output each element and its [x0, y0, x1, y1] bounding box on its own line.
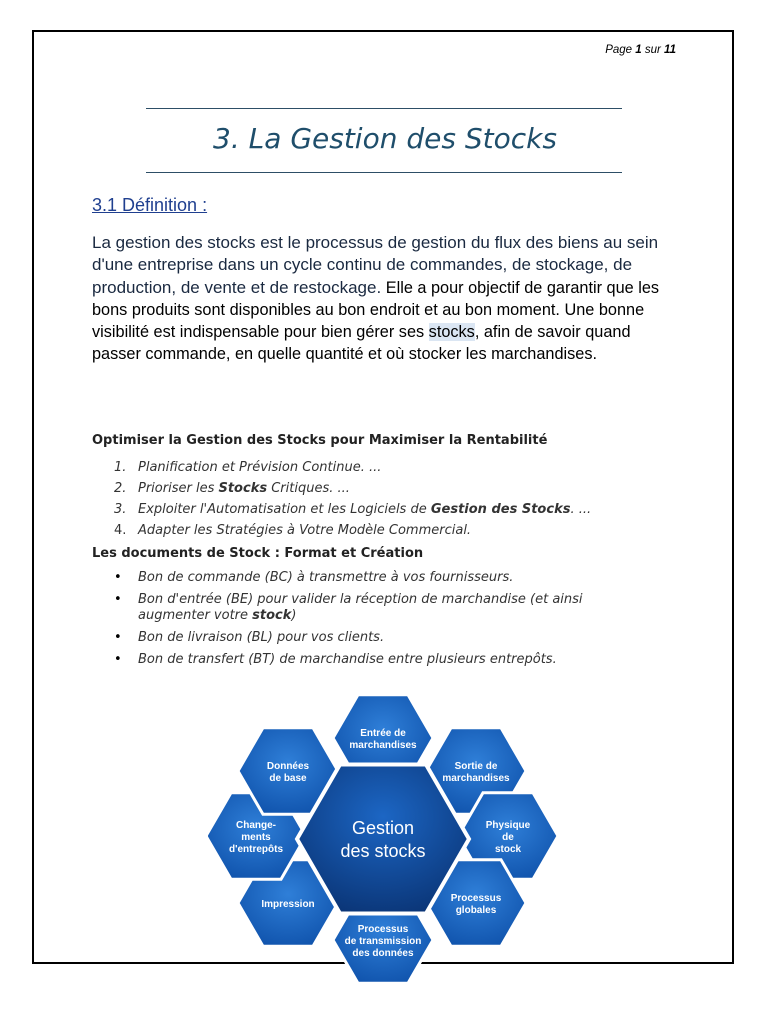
diagram-node-label: Sortie de: [454, 761, 498, 772]
definition-end: , afin de savoir quand passer commande, en quelle quantité et où stocker les marchandises.: [92, 323, 631, 364]
list-item: 1. Planification et Prévision Continue. ...: [114, 460, 382, 475]
documents-list: [92, 570, 638, 674]
optimize-heading: Optimiser la Gestion des Stocks pour Maximiser la Rentabilité: [92, 433, 548, 448]
diagram-node-label: Processus: [450, 893, 502, 904]
diagram-center-label: Gestion: [351, 818, 415, 838]
section-heading: 3.1 Définition :: [92, 195, 208, 215]
document-page: [32, 30, 734, 964]
diagram-node-label: stock: [494, 844, 522, 855]
diagram-node-label: marchandises: [349, 740, 417, 751]
list-item: 2. Prioriser les Stocks Critiques. ...: [114, 481, 350, 496]
list-item: 3. Exploiter l'Automatisation et les Logiciels de Gestion des Stocks. ...: [114, 502, 592, 517]
highlighted-word: stocks: [428, 323, 475, 342]
diagram-node-label: marchandises: [442, 773, 510, 784]
diagram-node-label: des données: [352, 948, 414, 959]
page-title: 3. La Gestion des Stocks: [213, 122, 557, 155]
definition-middle: Elle a pour objectif de garantir que les bons produits sont disponibles au bon endroit et au bon moment. Une bonne visibilité est indispensable pour bien gérer ses: [92, 278, 660, 342]
list-item: 4. Adapter les Stratégies à Votre Modèle Commercial.: [114, 523, 472, 538]
list-item: • Bon d'entrée (BE) pour valider la réception de marchandise (et ainsi augmenter votre stock): [138, 592, 638, 624]
title-rule-bottom: [146, 172, 622, 173]
diagram-node-label: de: [502, 832, 514, 843]
diagram-node-label: Physique: [485, 820, 531, 831]
diagram-node-label: ments: [241, 832, 271, 843]
list-item: • Bon de livraison (BL) pour vos clients.: [138, 630, 638, 646]
diagram-node-label: Change-: [236, 820, 276, 831]
diagram-node-label: de base: [269, 773, 307, 784]
diagram-center-label: des stocks: [340, 841, 426, 861]
page-number: Page 1 sur 11: [605, 44, 676, 56]
stock-management-diagram: [208, 688, 558, 986]
documents-heading: Les documents de Stock : Format et Création: [92, 546, 424, 561]
diagram-node-label: Impression: [261, 899, 315, 910]
optimize-list: [92, 457, 591, 541]
diagram-node-label: Entrée de: [360, 728, 406, 739]
definition-paragraph: [92, 232, 682, 366]
definition-lead: La gestion des stocks est le processus de gestion du flux des biens au sein d'une entreprise dans un cycle continu de commandes, de stockage, de production, de vente et de restockage.: [92, 233, 659, 297]
list-item: • Bon de commande (BC) à transmettre à vos fournisseurs.: [138, 570, 638, 586]
diagram-node-label: de transmission: [344, 936, 422, 947]
title-rule-top: [146, 108, 622, 109]
diagram-node-label: Processus: [357, 924, 409, 935]
list-item: • Bon de transfert (BT) de marchandise entre plusieurs entrepôts.: [138, 652, 638, 668]
diagram-node-label: globales: [455, 905, 497, 916]
diagram-node-label: Données: [266, 761, 310, 772]
diagram-node-label: d'entrepôts: [228, 844, 284, 855]
